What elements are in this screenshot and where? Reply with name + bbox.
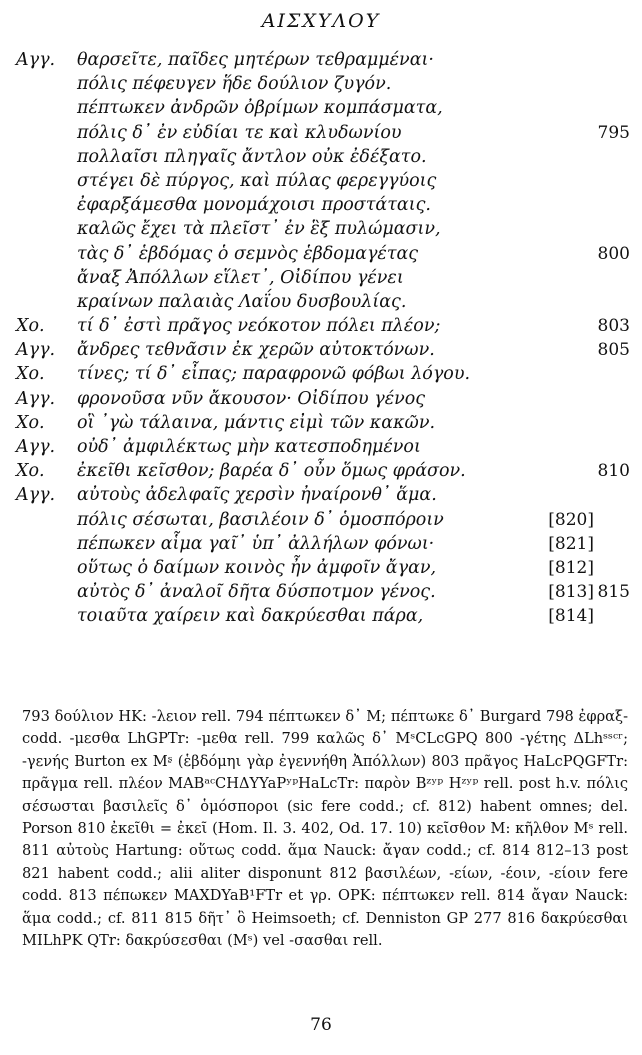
page-number: 76 [310,1015,332,1035]
verse-line [0,604,642,628]
verse-line [0,145,642,169]
verse-text: πόλις σέσωται, βασιλέοιν δ᾽ ὁμοσπόροιν [77,509,444,530]
verse-text: πολλαῖσι πληγαῖς ἄντλον οὐκ ἐδέξατο. [77,146,427,167]
verse-text: τί δ᾽ ἐστὶ πρᾶγος νεόκοτον πόλει πλέον; [77,316,441,337]
verse-text: αὐτὸς δ᾽ ἀναλοῖ δῆτα δύσποτμον γένος. [77,582,436,603]
transposed-line-number: [813] [548,582,594,603]
line-number: 800 [597,243,630,264]
verse-line [0,556,642,580]
verse-line [0,338,642,362]
verse-line [0,532,642,556]
verse-line [0,508,642,532]
verse-line [0,483,642,507]
line-number: 810 [597,461,630,482]
verse-line [0,290,642,314]
verse-text: αὐτοὺς ἀδελφαῖς χερσὶν ἠναίρονθ᾽ ἅμα. [77,485,437,506]
verse-line [0,72,642,96]
verse-text: πέπτωκεν ἀνδρῶν ὀβρίμων κομπάσματα, [77,98,443,119]
verse-block [0,48,642,629]
transposed-line-number: [821] [548,533,594,554]
verse-text: κραίνων παλαιὰς Λαΐου δυσβουλίας. [77,291,407,312]
verse-line [0,217,642,241]
verse-line [0,459,642,483]
verse-line [0,242,642,266]
verse-text: στέγει δὲ πύργος, καὶ πύλας φερεγγύοις [77,170,437,191]
speaker-label: Αγγ. [16,50,56,70]
verse-text: φρονοῦσα νῦν ἄκουσον· Οἰδίπου γένος [77,388,426,409]
verse-text: τὰς δ᾽ ἑβδόμας ὁ σεμνὸς ἑβδομαγέτας [77,243,419,264]
critical-apparatus [22,706,628,952]
verse-line [0,411,642,435]
verse-text: ἐκεῖθι κεῖσθον; βαρέα δ᾽ οὖν ὅμως φράσον. [77,461,466,482]
speaker-label: Χο. [16,461,45,482]
verse-text: θαρσεῖτε, παῖδες μητέρων τεθραμμέναι· [77,50,434,70]
verse-line [0,169,642,193]
verse-line [0,96,642,120]
transposed-line-number: [814] [548,606,594,627]
verse-text: οἳ ᾽γὼ τάλαινα, μάντις εἰμὶ τῶν κακῶν. [77,412,436,433]
verse-text: οὐδ᾽ ἀμφιλέκτως μὴν κατεσποδημένοι [77,437,421,457]
verse-line [0,314,642,338]
transposed-line-number: [820] [548,509,594,530]
speaker-label: Αγγ. [16,340,56,361]
verse-text: πέπωκεν αἷμα γαῖ᾽ ὑπ᾽ ἀλλήλων φόνωι· [77,533,435,554]
verse-text: ἄνδρες τεθνᾶσιν ἐκ χερῶν αὐτοκτόνων. [77,340,435,361]
verse-line [0,193,642,217]
running-head: ΑΙΣΧΥΛΟΥ [261,10,381,32]
line-number: 805 [597,340,630,361]
speaker-label: Χο. [16,412,45,433]
verse-line [0,435,642,459]
speaker-label: Αγγ. [16,485,56,506]
verse-text: τίνες; τί δ᾽ εἶπας; παραφρονῶ φόβωι λόγου. [77,364,471,385]
speaker-label: Αγγ. [16,437,56,457]
verse-text: τοιαῦτα χαίρειν καὶ δακρύεσθαι πάρα, [77,606,424,627]
line-number: 803 [597,316,630,337]
verse-text: καλῶς ἔχει τὰ πλεῖστ᾽ ἐν ἓξ πυλώμασιν, [77,219,441,240]
speaker-label: Χο. [16,364,45,385]
verse-text: ἐφαρξάμεσθα μονομάχοισι προστάταις. [77,195,431,216]
line-number: 795 [597,122,630,143]
apparatus-text: 793 δούλιον HK: -λειον rell. 794 πέπτωκεν δ᾽ M; πέπτωκε δ᾽ Burgard 798 ἐφραξ- codd. -μεσθα LhGPTr: -μεθα rell. 799 καλῶς δ᾽ MˢCLcGPQ 800 -γέτης ΔLhˢˢᶜʳ; -γενής Burton ex Mᶳ (ἑβδόμηι γὰρ ἐγεννήθη Ἀπόλλων) 803 πρᾶγος HaLcPQGFTr: πρᾶγμα rell. πλέον MABᵃᶜCHΔYYaPʸᵖHaLcTr: παρὸν Bᶻʸᵖ Hᶻʸᵖ rell. post h.v. πόλις σέσωσται βασιλεῖς δ᾽ ὁμόσποροι (sic fere codd.; cf. 812) habent omnes; del. Porson 810 ἐκεῖθι = ἐκεῖ (Hom. Il. 3. 402, Od. 17. 10) κεῖσθον M: κῆλθον Mˢ rell. 811 αὐτοὺς Hartung: οὕτως codd. ἅμα Nauck: ἄγαν codd.; cf. 814 812–13 post 821 habent codd.; alii aliter disponunt 812 βασιλέων, -είων, -έοιν, -είοιν fere codd. 813 πέπωκεν MAXDYaB¹FTr et γρ. OPK: πέπτωκεν rell. 814 ἄγαν Nauck: ἅμα codd.; cf. 811 815 δῆτ᾽ ὃ Heimsoeth; cf. Denniston GP 277 816 δακρύεσθαι MILhPK QTr: δακρύσεσθαι (Mˢ) vel -σασθαι rell. [22,708,628,950]
verse-line [0,387,642,411]
line-number: 815 [597,582,630,603]
verse-text: ἄναξ Ἀπόλλων εἵλετ᾽, Οἰδίπου γένει [77,267,404,288]
verse-text: πόλις πέφευγεν ἥδε δούλιον ζυγόν. [77,74,392,95]
verse-line [0,580,642,604]
verse-line [0,48,642,72]
speaker-label: Αγγ. [16,388,56,409]
verse-text: οὕτως ὁ δαίμων κοινὸς ἦν ἀμφοῖν ἄγαν, [77,557,437,578]
verse-line [0,362,642,386]
verse-text: πόλις δ᾽ ἐν εὐδίαι τε καὶ κλυδωνίου [77,122,402,143]
verse-line [0,121,642,145]
speaker-label: Χο. [16,316,45,337]
verse-line [0,266,642,290]
transposed-line-number: [812] [548,557,594,578]
